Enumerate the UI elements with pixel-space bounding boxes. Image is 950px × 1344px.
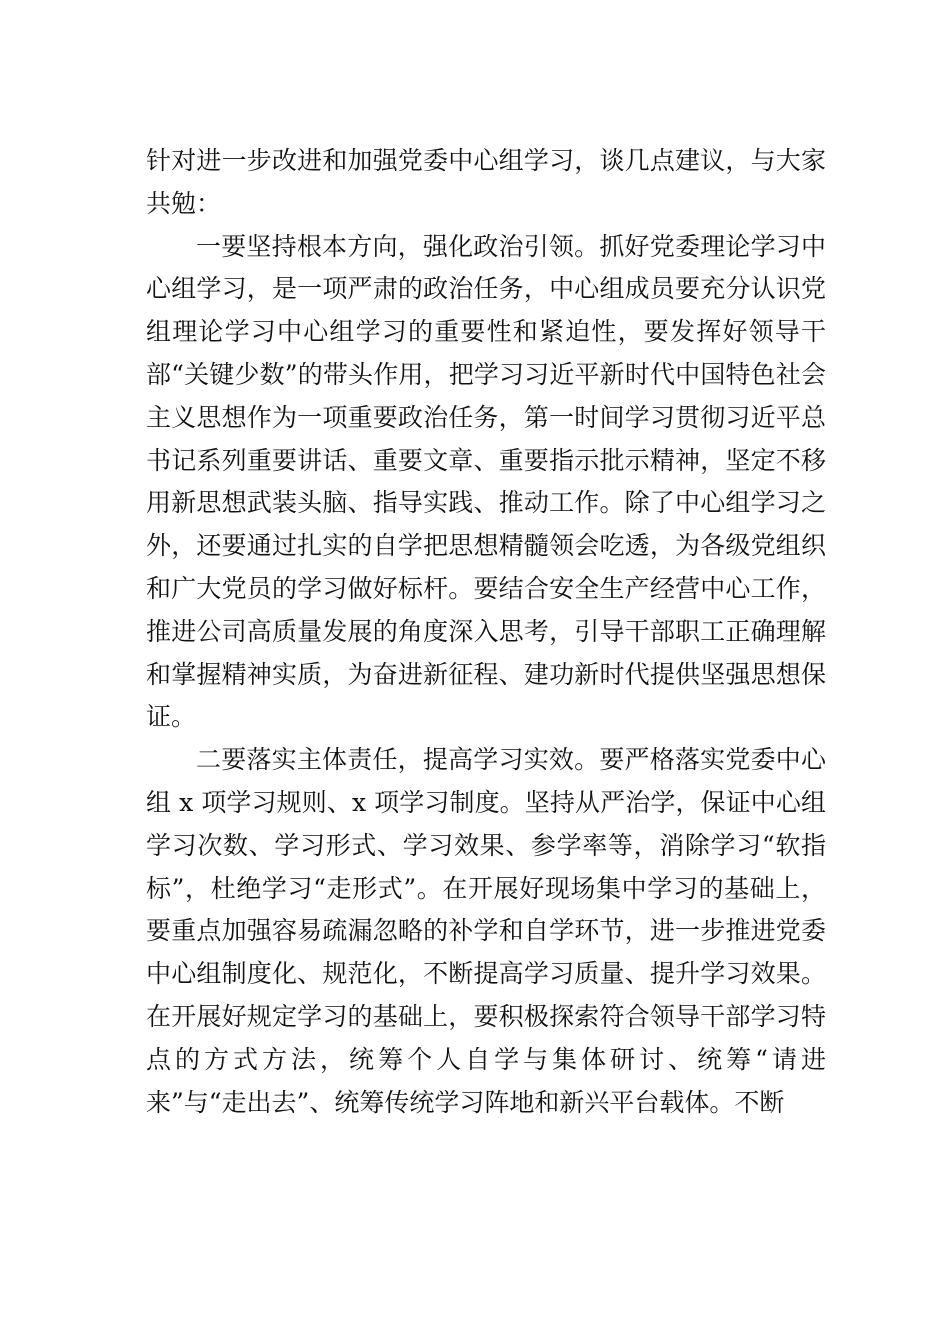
- document-body: [146, 140, 826, 1124]
- point-two-paragraph: 二要落实主体责任，提高学习实效。要严格落实党委中心组 x 项学习规则、x 项学习制度。坚持从严治学，保证中心组学习次数、学习形式、学习效果、参学率等，消除学习“软指标”，杜绝学习“走形式”。在开展好现场集中学习的基础上，要重点加强容易疏漏忽略的补学和自学环节，进一步推进党委中心组制度化、规范化，不断提高学习质量、提升学习效果。在开展好规定学习的基础上，要积极探索符合领导干部学习特点的方式方法，统筹个人自学与集体研讨、统筹“请进来”与“走出去”、统筹传统学习阵地和新兴平台载体。不断: [146, 745, 826, 1117]
- point-one-paragraph: 一要坚持根本方向，强化政治引领。抓好党委理论学习中心组学习，是一项严肃的政治任务，中心组成员要充分认识党组理论学习中心组学习的重要性和紧迫性，要发挥好领导干部“关键少数”的带头作用，把学习习近平新时代中国特色社会主义思想作为一项重要政治任务，第一时间学习贯彻习近平总书记系列重要讲话、重要文章、重要指示批示精神，坚定不移用新思想武装头脑、指导实践、推动工作。除了中心组学习之外，还要通过扎实的自学把思想精髓领会吃透，为各级党组织和广大党员的学习做好标杆。要结合安全生产经营中心工作，推进公司高质量发展的角度深入思考，引导干部职工正确理解和掌握精神实质，为奋进新征程、建功新时代提供坚强思想保证。: [146, 231, 826, 732]
- intro-paragraph: 针对进一步改进和加强党委中心组学习，谈几点建议，与大家共勉：: [146, 146, 826, 218]
